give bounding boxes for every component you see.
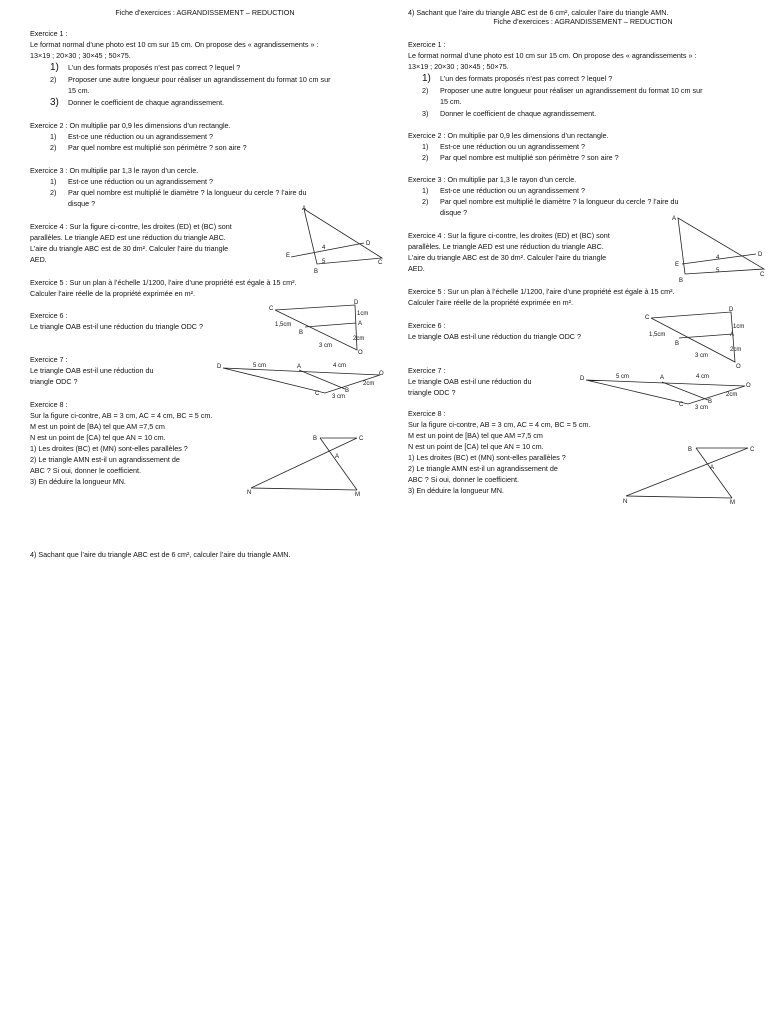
figure-ex4-left — [284, 205, 384, 275]
label-a: A — [335, 454, 340, 460]
label-c: C — [269, 306, 274, 312]
ex3-q2-cont: disque ? — [68, 199, 96, 208]
label-a: A — [672, 216, 677, 222]
ex8-question4-top: 4) Sachant que l’aire du triangle ABC est de 6 cm², calculer l’aire du triangle AMN. — [408, 8, 669, 17]
label-a: A — [730, 332, 735, 338]
ex3-q2 — [422, 197, 679, 207]
ex8-line1: Sur la figure ci-contre, AB = 3 cm, AC = 4 cm, BC = 5 cm. — [408, 420, 591, 429]
ex1-q1 — [422, 74, 612, 84]
ex4-line3: L’aire du triangle ABC est de 30 dm². Calculer l’aire du triangle — [408, 253, 607, 262]
label-da-length: 5 cm — [616, 374, 630, 380]
label-a: A — [302, 206, 307, 212]
label-b: B — [299, 330, 304, 336]
label-da-length: 1cm — [357, 311, 369, 317]
ex8-line3: N est un point de [CA) tel que AN = 10 cm. — [30, 433, 166, 442]
segment-ab — [305, 323, 356, 327]
label-n: N — [623, 499, 628, 505]
ex3-q2-num: 2) — [422, 197, 429, 206]
triangle-abc — [304, 209, 382, 264]
ex1-q2-cont: 15 cm. — [440, 97, 462, 106]
label-cb-length: 1,5cm — [649, 332, 666, 338]
ex8-line7: 3) En déduire la longueur MN. — [408, 486, 504, 495]
ex3-title: Exercice 3 : On multiplie par 1,3 le rayon d’un cercle. — [30, 166, 199, 175]
ex7-question: Le triangle OAB est-il une réduction du — [408, 377, 532, 386]
ex7-title: Exercice 7 : — [408, 366, 446, 375]
ex6-question: Le triangle OAB est-il une réduction du triangle ODC ? — [30, 322, 203, 331]
ex7-question: Le triangle OAB est-il une réduction du — [30, 366, 154, 375]
segment-nm — [251, 488, 357, 490]
label-ao-length: 2cm — [730, 347, 742, 353]
ex3-q1-text: Est-ce une réduction ou un agrandissement ? — [68, 177, 214, 186]
ex8-line4: 1) Les droites (BC) et (MN) sont-elles parallèles ? — [408, 453, 566, 462]
ex2-q1-num: 1) — [422, 142, 429, 151]
figure-ex8-right — [620, 442, 760, 506]
label-o: O — [736, 364, 741, 370]
ex1-q1 — [50, 63, 240, 73]
label-da-length: 5 cm — [253, 363, 267, 369]
label-d: D — [729, 307, 734, 313]
label-c: C — [760, 272, 765, 278]
ex1-q3-num: 3) — [50, 97, 59, 108]
label-b: B — [345, 388, 350, 394]
ex1-q2-num: 2) — [50, 75, 57, 84]
ex1-q3 — [50, 98, 224, 108]
label-b: B — [679, 278, 684, 284]
ex3-q1 — [50, 177, 213, 187]
sheet-title-copy: Fiche d’exercices : AGRANDISSEMENT – REDUCTION — [493, 17, 673, 26]
ex1-q3 — [422, 109, 596, 119]
label-c: C — [315, 391, 320, 397]
label-c: C — [645, 315, 650, 321]
ex3-q1-num: 1) — [50, 177, 57, 186]
ex3-q1-text: Est-ce une réduction ou un agrandissement ? — [440, 186, 586, 195]
ex1-q3-text: Donner le coefficient de chaque agrandissement. — [68, 98, 225, 107]
label-ao-length: 2cm — [353, 336, 365, 342]
label-d: D — [758, 252, 763, 258]
label-m: M — [355, 492, 360, 498]
label-c: C — [359, 436, 364, 442]
label-e: E — [675, 262, 680, 268]
ex5-line2: Calculer l’aire réelle de la propriété exprimée en m². — [30, 289, 195, 298]
ex6-title: Exercice 6 : — [408, 321, 446, 330]
ex4-line3: L’aire du triangle ABC est de 30 dm². Calculer l’aire du triangle — [30, 244, 229, 253]
label-c: C — [679, 402, 684, 408]
ex2-q2 — [422, 153, 619, 163]
triangle-odc — [223, 368, 380, 393]
ex8-line4: 1) Les droites (BC) et (MN) sont-elles parallèles ? — [30, 444, 188, 453]
ex2-title: Exercice 2 : On multiplie par 0,9 les dimensions d’un rectangle. — [408, 131, 609, 140]
label-a: A — [358, 321, 363, 327]
ex7-title: Exercice 7 : — [30, 355, 68, 364]
label-a: A — [660, 375, 665, 381]
ex1-formats: 13×19 ; 20×30 ; 30×45 ; 50×75. — [408, 62, 509, 71]
ex6-title: Exercice 6 : — [30, 311, 68, 320]
label-d: D — [354, 300, 359, 306]
ex8-line6: ABC ? Si oui, donner le coefficient. — [30, 466, 141, 475]
ex1-q1-num: 1) — [50, 62, 59, 73]
ex1-intro: Le format normal d’une photo est 10 cm sur 15 cm. On propose des « agrandissements » : — [408, 51, 697, 60]
ex1-intro: Le format normal d’une photo est 10 cm sur 15 cm. On propose des « agrandissements » : — [30, 40, 319, 49]
label-e: E — [286, 253, 291, 259]
label-b: B — [708, 399, 713, 405]
ex1-q2 — [422, 86, 703, 96]
ex2-q1 — [50, 132, 213, 142]
ex4-line4: AED. — [30, 255, 47, 264]
ex8-line2: M est un point de [BA) tel que AM =7,5 cm — [30, 422, 165, 431]
ex2-q1-num: 1) — [50, 132, 57, 141]
figure-ex8-left — [245, 432, 375, 498]
label-a: A — [710, 465, 715, 471]
ex3-q2-text: Par quel nombre est multiplié le diamètre ? la longueur du cercle ? l’aire du — [68, 188, 307, 197]
ex1-q1-num: 1) — [422, 73, 431, 84]
segment-cn — [251, 438, 357, 488]
label-da-length: 1cm — [733, 324, 745, 330]
figure-ex7-left — [215, 360, 385, 405]
ex1-title: Exercice 1 : — [30, 29, 68, 38]
ex2-q2-text: Par quel nombre est multiplié son périmètre ? son aire ? — [440, 153, 619, 162]
ex7-question-cont: triangle ODC ? — [408, 388, 456, 397]
ex1-q2-cont: 15 cm. — [68, 86, 90, 95]
ex8-line7: 3) En déduire la longueur MN. — [30, 477, 126, 486]
label-co-length: 3 cm — [332, 394, 346, 400]
segment-ed — [291, 243, 364, 257]
ex4-line2: parallèles. Le triangle AED est une réduction du triangle ABC. — [30, 233, 226, 242]
label-d: D — [580, 376, 585, 382]
ex1-q1-text: L’un des formats proposés n’est pas correct ? lequel ? — [68, 63, 241, 72]
ex4-line2: parallèles. Le triangle AED est une réduction du triangle ABC. — [408, 242, 604, 251]
ex3-q2 — [50, 188, 307, 198]
label-ab-length: 4 cm — [696, 374, 710, 380]
ex1-q2-text: Proposer une autre longueur pour réaliser un agrandissement du format 10 cm sur — [68, 75, 331, 84]
segment-bm — [696, 448, 732, 498]
label-bo-length: 2cm — [363, 381, 375, 387]
label-o: O — [746, 383, 751, 389]
ex1-formats: 13×19 ; 20×30 ; 30×45 ; 50×75. — [30, 51, 131, 60]
ex1-q2 — [50, 75, 331, 85]
segment-ab — [679, 334, 733, 338]
ex5-line1: Exercice 5 : Sur un plan à l’échelle 1/1200, l’aire d’une propriété est égale à 15 cm². — [30, 278, 297, 287]
segment-bm — [320, 438, 357, 490]
label-d: D — [366, 241, 371, 247]
figure-ex6-left — [265, 300, 375, 355]
segment-nm — [626, 496, 732, 498]
ex5-line2: Calculer l’aire réelle de la propriété exprimée en m². — [408, 298, 573, 307]
label-bo-length: 2cm — [726, 392, 738, 398]
ex2-q1-text: Est-ce une réduction ou un agrandissement ? — [440, 142, 586, 151]
ex1-title: Exercice 1 : — [408, 40, 446, 49]
label-b: B — [313, 436, 318, 442]
ex3-q1 — [422, 186, 585, 196]
ex8-line6: ABC ? Si oui, donner le coefficient. — [408, 475, 519, 484]
figure-ex4-right — [672, 214, 768, 284]
ex1-q1-text: L’un des formats proposés n’est pas correct ? lequel ? — [440, 74, 613, 83]
ex8-question4: 4) Sachant que l’aire du triangle ABC est de 6 cm², calculer l’aire du triangle AMN. — [30, 550, 291, 559]
ex3-q2-num: 2) — [50, 188, 57, 197]
ex7-question-cont: triangle ODC ? — [30, 377, 78, 386]
ex4-line1: Exercice 4 : Sur la figure ci-contre, les droites (ED) et (BC) sont — [408, 231, 610, 240]
ex8-line3: N est un point de [CA) tel que AN = 10 cm. — [408, 442, 544, 451]
label-bo-length: 3 cm — [319, 343, 333, 349]
label-bc-length: 5 — [322, 259, 326, 265]
label-c: C — [750, 447, 755, 453]
triangle-abc — [678, 218, 764, 274]
label-a: A — [297, 364, 302, 370]
label-cb-length: 1,5cm — [275, 322, 292, 328]
ex8-title: Exercice 8 : — [30, 400, 68, 409]
label-c: C — [378, 260, 383, 266]
ex1-q3-text: Donner le coefficient de chaque agrandissement. — [440, 109, 597, 118]
ex8-line2: M est un point de [BA) tel que AM =7,5 cm — [408, 431, 543, 440]
label-bc-length: 5 — [716, 268, 720, 274]
ex2-title: Exercice 2 : On multiplie par 0,9 les dimensions d’un rectangle. — [30, 121, 231, 130]
ex4-line1: Exercice 4 : Sur la figure ci-contre, les droites (ED) et (BC) sont — [30, 222, 232, 231]
ex8-title: Exercice 8 : — [408, 409, 446, 418]
ex4-line4: AED. — [408, 264, 425, 273]
ex1-q2-text: Proposer une autre longueur pour réaliser un agrandissement du format 10 cm sur — [440, 86, 703, 95]
label-ab-length: 4 cm — [333, 363, 347, 369]
label-o: O — [379, 371, 384, 377]
ex3-title: Exercice 3 : On multiplie par 1,3 le rayon d’un cercle. — [408, 175, 577, 184]
segment-cn — [626, 448, 748, 496]
ex3-q1-num: 1) — [422, 186, 429, 195]
ex3-q2-text: Par quel nombre est multiplié le diamètre ? la longueur du cercle ? l’aire du — [440, 197, 679, 206]
label-co-length: 3 cm — [695, 405, 709, 411]
label-m: M — [730, 500, 735, 506]
label-o: O — [358, 350, 363, 356]
ex2-q2-num: 2) — [422, 153, 429, 162]
ex8-line1: Sur la figure ci-contre, AB = 3 cm, AC = 4 cm, BC = 5 cm. — [30, 411, 213, 420]
ex6-question: Le triangle OAB est-il une réduction du triangle ODC ? — [408, 332, 581, 341]
ex2-q1-text: Est-ce une réduction ou un agrandissement ? — [68, 132, 214, 141]
label-b: B — [688, 447, 693, 453]
figure-ex7-right — [580, 372, 755, 417]
ex1-q3-num: 3) — [422, 109, 429, 118]
ex2-q2-text: Par quel nombre est multiplié son périmètre ? son aire ? — [68, 143, 247, 152]
ex1-q2-num: 2) — [422, 86, 429, 95]
sheet-title: Fiche d’exercices : AGRANDISSEMENT – REDUCTION — [115, 8, 295, 17]
ex8-line5: 2) Le triangle AMN est-il un agrandissement de — [30, 455, 180, 464]
label-d: D — [217, 364, 222, 370]
label-b: B — [675, 341, 680, 347]
label-bo-length: 3 cm — [695, 353, 709, 359]
label-n: N — [247, 490, 252, 496]
ex2-q2-num: 2) — [50, 143, 57, 152]
ex8-line5: 2) Le triangle AMN est-il un agrandissement de — [408, 464, 558, 473]
ex5-line1: Exercice 5 : Sur un plan à l’échelle 1/1200, l’aire d’une propriété est égale à 15 cm². — [408, 287, 675, 296]
label-ed-length: 4 — [716, 255, 720, 261]
ex2-q1 — [422, 142, 585, 152]
label-ed-length: 4 — [322, 245, 326, 251]
ex2-q2 — [50, 143, 247, 153]
label-b: B — [314, 269, 319, 275]
ex3-q2-cont: disque ? — [440, 208, 468, 217]
figure-ex6-right — [645, 308, 755, 368]
